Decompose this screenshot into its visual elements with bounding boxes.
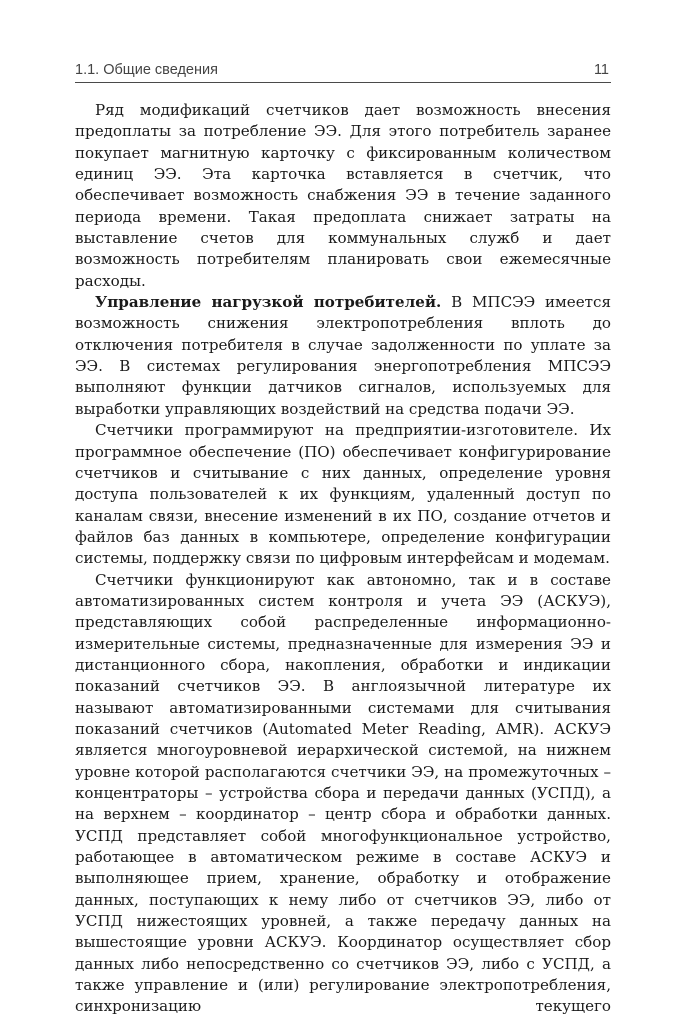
paragraph-text: Ряд модификаций счетчиков дает возможность внесения предоплаты за потребление ЭЭ. Для этого потребитель заранее покупает магнитную карточку с фиксированным количеством единиц ЭЭ. Эта карточка вставляется в счетчик, что обеспечивает возможность снабжения ЭЭ в течение заданного периода времени. Такая предоплата снижает затраты на выставление счетов для коммунальных служб и дает возможность потребителям планировать свои ежемесячные расходы. <box>75 101 611 290</box>
paragraph <box>75 292 611 420</box>
paragraph-text: Счетчики программируют на предприятии-изготовителе. Их программное обеспечение (ПО) обеспечивает конфигурирование счетчиков и считывание с них данных, определение уровня доступа пользователей к их функциям, удаленный доступ по каналам связи, внесение изменений в их ПО, создание отчетов и файлов баз данных в компьютере, определение конфигурации системы, поддержку связи по цифровым интерфейсам и модемам. <box>75 421 611 568</box>
paragraph-text: Счетчики функционируют как автономно, так и в составе автоматизированных систем контроля и учета ЭЭ (АСКУЭ), представляющих собой распределенные информационно-измерительные системы, предназначенные для измерения ЭЭ и дистанционного сбора, накопления, обработки и индикации показаний счетчиков ЭЭ. В англоязычной литературе их называют автоматизированными системами для считывания показаний счетчиков (Automated Meter Reading, AMR). АСКУЭ является многоуровневой иерархической системой, на нижнем уровне которой располагаются счетчики ЭЭ, на промежуточных – концентраторы – устройства сбора и передачи данных (УСПД), а на верхнем – координатор – центр сбора и обработки данных. УСПД представляет собой многофункциональное устройство, работающее в автоматическом режиме в составе АСКУЭ и выполняющее прием, хранение, обработку и отображение данных, поступающих к нему либо от счетчиков ЭЭ, либо от УСПД нижестоящих уровней, а также передачу данных на вышестоящие уровни АСКУЭ. Координатор осуществляет сбор данных либо непосредственно со счетчиков ЭЭ, либо с УСПД, а также управление и (или) регулирование электропотребления, синхронизацию текущего <box>75 570 611 1016</box>
paragraph-heading: Управление нагрузкой потребителей. <box>95 293 442 312</box>
section-title: 1.1. Общие сведения <box>75 62 218 78</box>
page-number: 11 <box>593 62 609 78</box>
paragraph <box>75 100 611 292</box>
paragraph <box>75 570 611 1018</box>
paragraph <box>75 420 611 569</box>
paragraph-text: В МПСЭЭ имеется возможность снижения электропотребления вплоть до отключения потребителя в случае задолженности по уплате за ЭЭ. В системах регулирования энергопотребления МПСЭЭ выполняют функции датчиков сигналов, используемых для выработки управляющих воздействий на средства подачи ЭЭ. <box>75 293 611 418</box>
body-text <box>75 100 611 1018</box>
running-header <box>75 60 611 83</box>
